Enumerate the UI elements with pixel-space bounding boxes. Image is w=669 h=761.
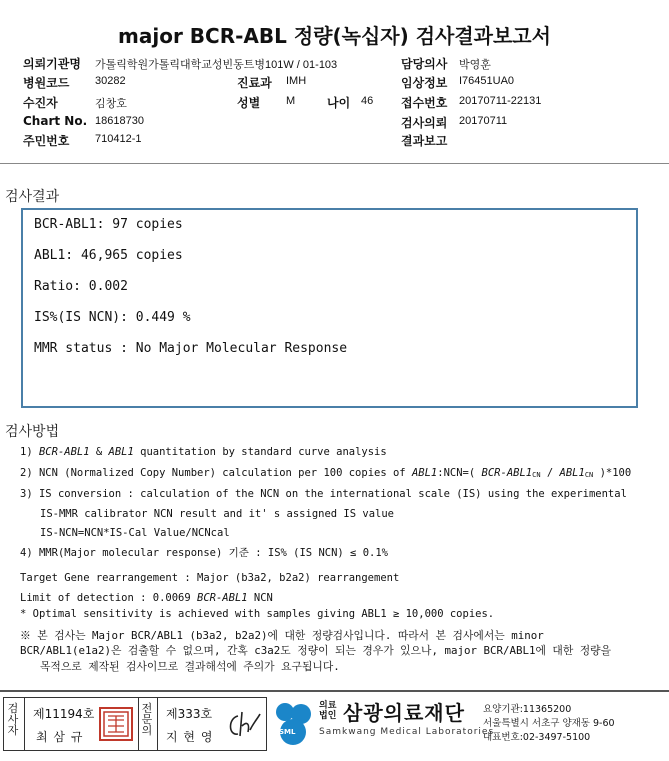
- gene-name: BCR-ABL1: [481, 467, 533, 479]
- organization-name-english: Samkwang Medical Laboratories: [319, 727, 495, 737]
- signature-image: [224, 708, 264, 742]
- method-item-3-line2: IS-MMR calibrator NCN result and it' s assigned IS value: [40, 508, 395, 520]
- subscript: CN: [584, 471, 594, 479]
- label-request-date: 검사의뢰: [401, 116, 448, 130]
- gene-name: ABL1: [411, 467, 438, 479]
- divider: [157, 698, 158, 750]
- signature-box: [3, 697, 267, 751]
- report-title: major BCR-ABL 정량(녹십자) 검사결과보고서: [118, 24, 551, 48]
- label-accession-no: 접수번호: [401, 96, 448, 110]
- text-span: Limit of detection : 0.0069: [20, 592, 198, 604]
- item-number: 3): [20, 488, 33, 500]
- address: 서울특별시 서초구 양재동 9-60: [483, 718, 615, 729]
- results-heading: 검사결과: [5, 189, 60, 205]
- organization-name: 삼광의료재단: [343, 701, 465, 725]
- text-span: )*100: [593, 467, 632, 479]
- gene-name: ABL1: [108, 446, 134, 458]
- label-department: 진료과: [237, 76, 272, 90]
- examiner-license-no: 제11194호: [33, 707, 95, 721]
- label-age: 나이: [327, 96, 351, 110]
- value-sex: M: [286, 95, 296, 107]
- examiner-label: 검사자: [7, 702, 19, 737]
- value-accession-no: 20170711-22131: [459, 95, 542, 107]
- result-is-percent: IS%(IS NCN): 0.449 %: [34, 310, 191, 325]
- text-span: /: [540, 467, 560, 479]
- method-item-3-line3: IS-NCN=NCN*IS-Cal Value/NCNcal: [40, 527, 230, 539]
- label-clinical-info: 임상정보: [401, 76, 448, 90]
- text-span: IS conversion : calculation of the NCN on the international scale (IS) using the experimental: [38, 488, 627, 500]
- label-sex: 성별: [237, 96, 261, 110]
- result-mmr-status: MMR status : No Major Molecular Response: [34, 341, 348, 356]
- item-number: 2): [20, 467, 33, 479]
- results-box: [21, 208, 638, 408]
- text-span: :NCN=(: [437, 467, 482, 479]
- agency-number: 요양기관:11365200: [483, 704, 572, 715]
- specialist-license-no: 제333호: [166, 707, 213, 721]
- value-age: 46: [361, 95, 374, 107]
- value-doctor: 박영훈: [459, 59, 491, 71]
- label-institution: 의뢰기관명: [23, 57, 81, 71]
- caution-note-line3: 목적으로 제작된 검사이므로 결과해석에 주의가 요구됩니다.: [40, 660, 340, 673]
- value-chart-no: 18618730: [95, 115, 144, 127]
- target-gene: Target Gene rearrangement : Major (b3a2, b2a2) rearrangement: [20, 572, 400, 584]
- label-resident-no: 주민번호: [23, 134, 70, 148]
- examiner-seal-stamp: [98, 706, 134, 742]
- label-patient: 수진자: [23, 96, 58, 110]
- value-institution: 가톨릭학원가톨릭대학교성빈동트병101W / 01-103: [95, 59, 338, 71]
- method-heading: 검사방법: [5, 424, 60, 440]
- value-clinical-info: I76451UA0: [459, 75, 515, 87]
- label-chart-no: Chart No.: [23, 114, 88, 128]
- header-divider: [0, 163, 669, 164]
- value-request-date: 20170711: [459, 115, 508, 127]
- label-hospital-code: 병원코드: [23, 76, 70, 90]
- value-hospital-code: 30282: [95, 75, 126, 87]
- method-item-1: [20, 446, 387, 458]
- divider: [24, 698, 25, 750]
- gene-name: BCR-ABL1: [38, 446, 90, 458]
- value-resident-no: 710412-1: [95, 133, 142, 145]
- specialist-label: 전문의: [141, 702, 153, 737]
- gene-name: BCR-ABL1: [197, 592, 248, 604]
- text-span: MMR(Major molecular response) 기준 : IS% (IS NCN) ≤ 0.1%: [38, 547, 388, 559]
- text-span: quantitation by standard curve analysis: [133, 446, 387, 458]
- method-item-4: [20, 545, 388, 560]
- text-span: NCN: [247, 592, 273, 604]
- examiner-name: 최 삼 규: [36, 730, 84, 744]
- text-span: NCN (Normalized Copy Number) calculation per 100 copies of: [38, 467, 412, 479]
- text-span: &: [89, 446, 109, 458]
- caution-note-line2: BCR/ABL1(e1a2)은 검출할 수 없으며, 간혹 c3a2도 정량이 되는 경우가 있으나, major BCR/ABL1에 대한 정량을: [20, 644, 612, 657]
- phone-number: 대표번호:02-3497-5100: [483, 732, 591, 743]
- corporation-label: 의료법인: [319, 701, 337, 721]
- gene-name: ABL1: [559, 467, 585, 479]
- specialist-name: 지 현 영: [166, 730, 214, 744]
- footer-divider: [0, 690, 669, 692]
- item-number: 4): [20, 547, 33, 559]
- result-bcr-abl1: BCR-ABL1: 97 copies: [34, 217, 183, 232]
- method-item-2: [20, 467, 631, 479]
- result-abl1: ABL1: 46,965 copies: [34, 248, 183, 263]
- result-ratio: Ratio: 0.002: [34, 279, 128, 294]
- method-item-3: [20, 488, 627, 500]
- divider: [138, 698, 139, 750]
- logo-text: SML: [279, 728, 296, 736]
- label-report-date: 결과보고: [401, 134, 448, 148]
- item-number: 1): [20, 446, 33, 458]
- value-department: IMH: [286, 75, 307, 87]
- limit-of-detection: [20, 592, 273, 604]
- label-doctor: 담당의사: [401, 57, 448, 71]
- caution-note-line1: ※ 본 검사는 Major BCR/ABL1 (b3a2, b2a2)에 대한 정량검사입니다. 따라서 본 검사에서는 minor: [20, 629, 544, 642]
- sml-logo-icon: [271, 698, 315, 746]
- value-patient: 김창호: [95, 98, 127, 110]
- sensitivity-note: * Optimal sensitivity is achieved with samples giving ABL1 ≥ 10,000 copies.: [20, 608, 495, 620]
- subscript: CN: [532, 471, 541, 479]
